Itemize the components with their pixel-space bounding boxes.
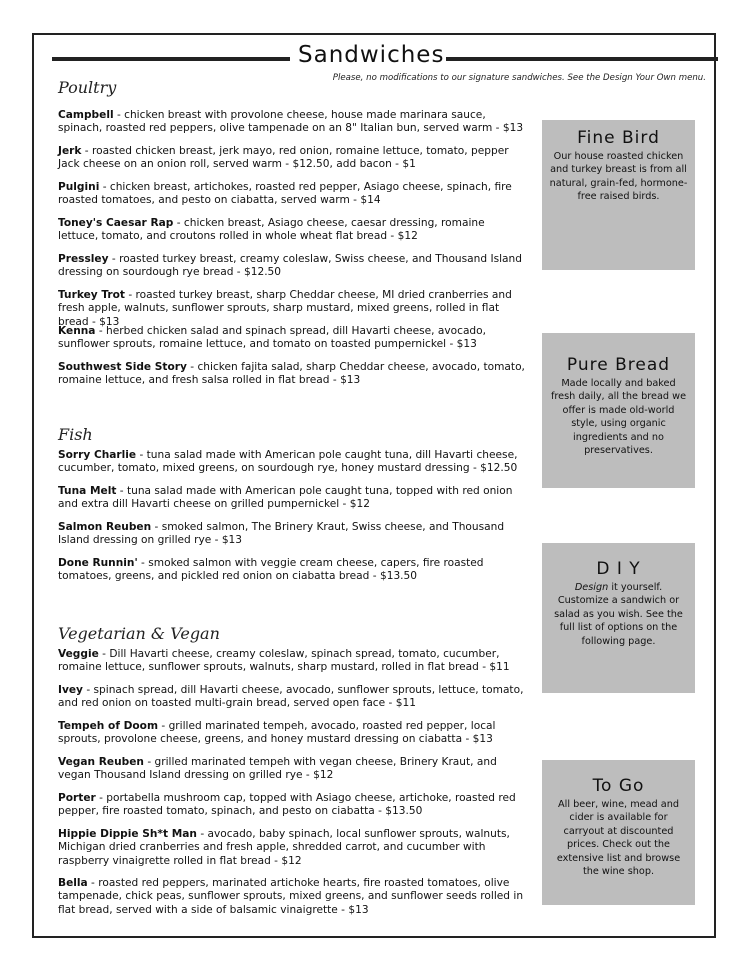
item-name: Tempeh of Doom — [58, 720, 159, 732]
menu-item — [58, 521, 528, 548]
box-title: D I Y — [596, 559, 641, 579]
box-body — [542, 581, 695, 648]
box-title: Pure Bread — [566, 355, 671, 375]
box-text: Made locally and baked fresh daily, all the bread we offer is made old-world style, using organic ingredients and no preservatives. — [550, 378, 687, 457]
item-desc: - spinach spread, dill Havarti cheese, avocado, sunflower sprouts, lettuce, tomato, and red onion on toasted multi-grain bread, served open face - $11 — [58, 684, 524, 710]
info-box-fine-bird — [542, 120, 695, 270]
item-name: Hippie Dippie Sh*t Man — [58, 828, 197, 840]
menu-item — [58, 253, 528, 280]
item-name: Done Runnin' — [58, 557, 138, 569]
menu-item — [58, 720, 528, 747]
item-desc: - chicken breast, artichokes, roasted red pepper, Asiago cheese, spinach, fire roasted tomatoes, and pesto on ciabatta, served warm - $14 — [58, 181, 512, 207]
item-desc: - roasted turkey breast, creamy coleslaw, Swiss cheese, and Thousand Island dressing on sourdough rye bread - $12.50 — [58, 253, 522, 279]
item-desc: - roasted chicken breast, jerk mayo, red onion, romaine lettuce, tomato, pepper Jack cheese on an onion roll, served warm - $12.50, add bacon - $1 — [58, 145, 509, 171]
menu-item — [58, 485, 528, 512]
item-name: Turkey Trot — [58, 289, 125, 301]
menu-item — [58, 449, 528, 476]
info-box-to-go — [542, 760, 695, 905]
menu-item — [58, 361, 528, 388]
item-desc: - smoked salmon, The Brinery Kraut, Swiss cheese, and Thousand Island dressing on grilled rye - $13 — [58, 521, 505, 547]
info-box-diy — [542, 543, 695, 693]
box-body — [542, 798, 695, 878]
menu-item — [58, 828, 528, 868]
item-desc: - avocado, baby spinach, local sunflower sprouts, walnuts, Michigan dried cranberries and fresh apple, shredded carrot, and cucumber with raspberry vinaigrette rolled in flat bread - $12 — [58, 828, 510, 867]
page-title: Sandwiches — [298, 42, 445, 68]
menu-item — [58, 684, 528, 711]
item-desc: - chicken breast, Asiago cheese, caesar dressing, romaine lettuce, tomato, and croutons rolled in whole wheat flat bread - $12 — [58, 217, 485, 243]
item-desc: - portabella mushroom cap, topped with Asiago cheese, artichoke, roasted red pepper, fire roasted tomato, spinach, and pesto on ciabatta - $13.50 — [58, 792, 516, 818]
item-name: Veggie — [58, 648, 99, 660]
item-name: Tuna Melt — [58, 485, 117, 497]
item-desc: - roasted red peppers, marinated artichoke hearts, fire roasted tomatoes, olive tampenade, chick peas, sunflower sprouts, mixed greens, and sunflower seeds rolled in flat bread, served with a side of balsamic vinaigrette - $13 — [58, 877, 524, 916]
item-name: Campbell — [58, 109, 114, 121]
menu-item — [58, 181, 528, 208]
item-name: Sorry Charlie — [58, 449, 137, 461]
section-title-vegetarian: Vegetarian & Vegan — [58, 624, 220, 643]
menu-item — [58, 109, 528, 136]
menu-item — [58, 792, 528, 819]
item-desc: - chicken fajita salad, sharp Cheddar cheese, avocado, tomato, romaine lettuce, and fresh salsa rolled in flat bread - $13 — [58, 361, 525, 387]
item-name: Salmon Reuben — [58, 521, 152, 533]
menu-item — [58, 557, 528, 584]
header — [52, 44, 716, 72]
menu-item — [58, 877, 528, 917]
item-desc: - grilled marinated tempeh with vegan cheese, Brinery Kraut, and vegan Thousand Island dressing on grilled rye - $12 — [58, 756, 497, 782]
box-title: Fine Bird — [577, 128, 660, 148]
item-desc: - Dill Havarti cheese, creamy coleslaw, spinach spread, tomato, cucumber, romaine lettuce, sunflower sprouts, walnuts, sharp mustard, rolled in flat bread - $11 — [58, 648, 510, 674]
box-lead: Design — [574, 582, 609, 593]
section-title-poultry: Poultry — [58, 78, 117, 97]
item-desc: - roasted turkey breast, sharp Cheddar cheese, MI dried cranberries and fresh apple, walnuts, sunflower sprouts, sharp mustard, mixed greens, rolled in flat bread - $13 — [58, 289, 512, 328]
item-name: Southwest Side Story — [58, 361, 187, 373]
item-desc: - chicken breast with provolone cheese, house made marinara sauce, spinach, roasted red peppers, olive tampenade on an 8" Italian bun, served warm - $13 — [58, 109, 524, 135]
item-name: Toney's Caesar Rap — [58, 217, 174, 229]
title-rule-left — [52, 57, 290, 61]
box-body — [542, 377, 695, 457]
menu-item — [58, 145, 528, 172]
item-desc: - smoked salmon with veggie cream cheese, capers, fire roasted tomatoes, greens, and pickled red onion on ciabatta bread - $13.50 — [58, 557, 484, 583]
item-desc: - herbed chicken salad and spinach spread, dill Havarti cheese, avocado, sunflower sprouts, romaine lettuce, and tomato on toasted pumpernickel - $13 — [58, 325, 487, 351]
section-title-fish: Fish — [58, 425, 93, 444]
page-subtitle: Please, no modifications to our signature sandwiches. See the Design Your Own menu. — [332, 73, 706, 83]
info-box-pure-bread — [542, 333, 695, 488]
item-name: Kenna — [58, 325, 96, 337]
menu-item — [58, 325, 528, 352]
item-name: Ivey — [58, 684, 83, 696]
menu-item — [58, 756, 528, 783]
item-name: Pulgini — [58, 181, 100, 193]
title-rule-right — [446, 57, 718, 61]
item-name: Porter — [58, 792, 96, 804]
item-name: Bella — [58, 877, 88, 889]
box-text: Our house roasted chicken and turkey breast is from all natural, grain-fed, hormone-free raised birds. — [549, 151, 688, 203]
item-desc: - grilled marinated tempeh, avocado, roasted red pepper, local sprouts, provolone cheese, greens, and honey mustard dressing on ciabatta - $13 — [58, 720, 496, 746]
item-name: Jerk — [58, 145, 82, 157]
item-desc: - tuna salad made with American pole caught tuna, topped with red onion and extra dill Havarti cheese on grilled pumpernickel - $12 — [58, 485, 513, 511]
menu-item — [58, 648, 528, 675]
box-text: it yourself. Customize a sandwich or salad as you wish. See the full list of options on the following page. — [554, 582, 683, 647]
box-text: All beer, wine, mead and cider is available for carryout at discounted prices. Check out the extensive list and browse the wine shop. — [556, 799, 681, 878]
menu-item — [58, 217, 528, 244]
item-name: Pressley — [58, 253, 109, 265]
menu-item — [58, 289, 528, 329]
item-desc: - tuna salad made with American pole caught tuna, dill Havarti cheese, cucumber, tomato, mixed greens, on sourdough rye, honey mustard dressing - $12.50 — [58, 449, 518, 475]
item-name: Vegan Reuben — [58, 756, 144, 768]
box-title: To Go — [592, 776, 645, 796]
box-body — [542, 150, 695, 204]
